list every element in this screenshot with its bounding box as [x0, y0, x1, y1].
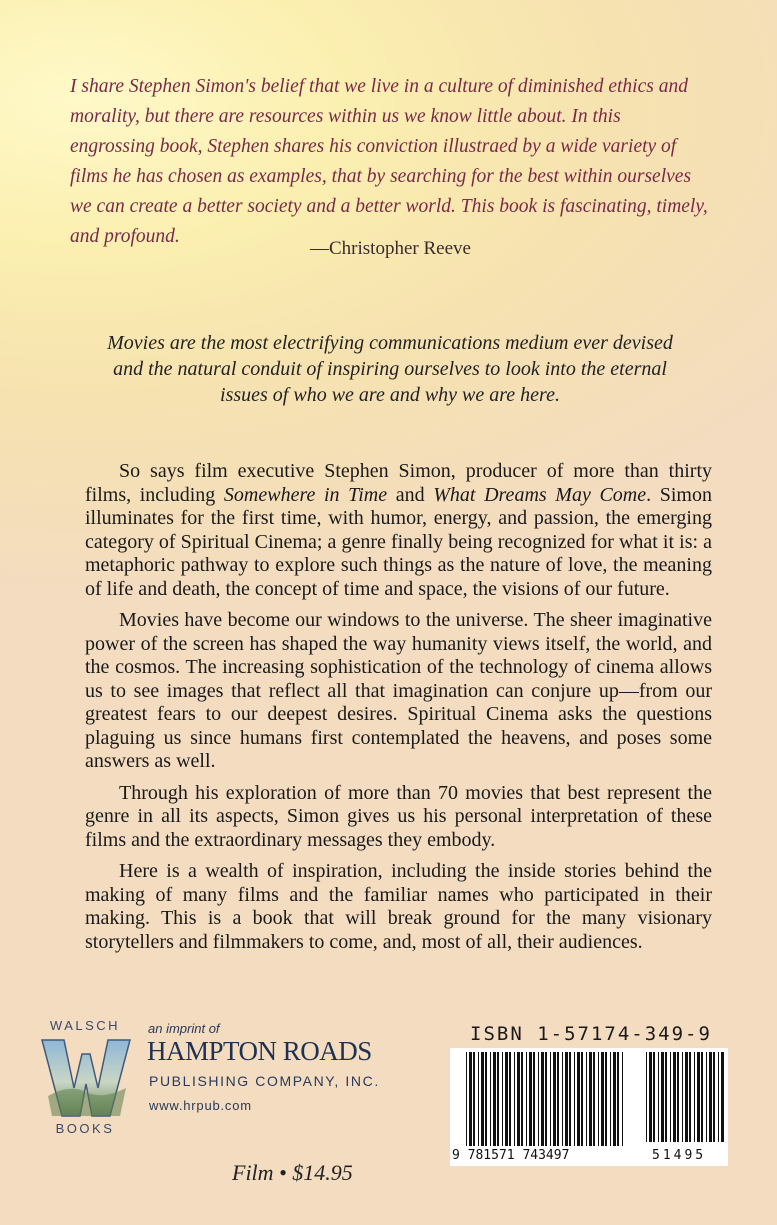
barcode-bar — [673, 1052, 676, 1142]
isbn-barcode — [450, 1048, 728, 1166]
publisher-company: PUBLISHING COMPANY, INC. — [149, 1073, 380, 1089]
barcode-bar — [505, 1052, 508, 1146]
barcode-bar — [646, 1052, 647, 1142]
barcode-bar — [689, 1052, 691, 1142]
barcode-bar — [709, 1052, 712, 1142]
isbn-label: ISBN 1-57174-349-9 — [470, 1023, 712, 1045]
barcode-bar — [538, 1052, 539, 1146]
walsch-w-icon — [40, 1036, 132, 1118]
barcode-bar — [569, 1052, 571, 1146]
barcode-bar — [598, 1052, 599, 1146]
barcode-bar — [694, 1052, 695, 1142]
walsch-logo-bottom-text: BOOKS — [55, 1121, 115, 1136]
barcode-bar — [610, 1052, 611, 1146]
barcode-bar — [466, 1052, 467, 1146]
film-title-somewhere-in-time: Somewhere in Time — [223, 483, 388, 506]
barcode-bar — [557, 1052, 559, 1146]
barcode-bar — [713, 1052, 715, 1142]
barcode-bar — [601, 1052, 604, 1146]
barcode-bar — [473, 1052, 475, 1146]
barcode-bar — [565, 1052, 568, 1146]
category-price: Film • $14.95 — [232, 1160, 353, 1185]
imprint-line: an imprint of — [148, 1021, 220, 1036]
epigraph-quote: Movies are the most electrifying communications medium ever devised and the natural conduit of inspiring ourselves to look into the eternal issues of who we are and why we are here. — [107, 332, 673, 406]
barcode-bar — [545, 1052, 547, 1146]
book-description — [85, 460, 712, 962]
barcode-bar — [605, 1052, 607, 1146]
barcode-bar — [502, 1052, 503, 1146]
endorsement-quote: I share Stephen Simon's belief that we live in a culture of diminished ethics and morality, but there are resources within us we know little about. In this engrossing book, Stephen shares his conviction illustraed by a wide variety of films he has chosen as examples, that by searching for the best within ourselves we can create a better society and a better world. This book is fascinating, timely, and profound. — [70, 76, 708, 247]
barcode-bar — [577, 1052, 580, 1146]
publisher-name: HAMPTON ROADS — [147, 1036, 372, 1066]
barcode-bar — [553, 1052, 556, 1146]
barcode-bar — [514, 1052, 515, 1146]
barcode-bar — [706, 1052, 707, 1142]
barcode-bar — [613, 1052, 616, 1146]
description-paragraph-1: So says film executive Stephen Simon, producer of more than thirty films, including Somewhere in Time and What Dreams May Come. Simon illuminates for the first time, with humor, energy, and passion, the emerging category of Spiritual Cinema; a genre finally being recognized for what it is: a metaphoric pathway to explore such things as the nature of love, the meaning of life and death, the concept of time and space, the visions of our future. — [85, 460, 712, 600]
barcode-bar — [653, 1052, 655, 1142]
barcode-bar — [533, 1052, 535, 1146]
barcode-bar — [677, 1052, 679, 1142]
barcode-bar — [517, 1052, 520, 1146]
barcode-bar — [661, 1052, 664, 1142]
barcode-bar — [586, 1052, 587, 1146]
barcode-bar — [469, 1052, 472, 1146]
film-title-what-dreams-may-come: What Dreams May Come — [433, 483, 647, 506]
barcode-bar — [682, 1052, 683, 1142]
barcode-bar — [526, 1052, 527, 1146]
barcode-bar — [562, 1052, 563, 1146]
walsch-books-logo — [40, 1036, 132, 1118]
barcode-bar — [697, 1052, 700, 1142]
barcode-bar — [701, 1052, 703, 1142]
barcode-bar — [509, 1052, 511, 1146]
barcode-bar — [493, 1052, 496, 1146]
publisher-url: www.hrpub.com — [149, 1098, 252, 1113]
barcode-bar — [581, 1052, 583, 1146]
ean-digits: 9 781571 743497 — [452, 1148, 570, 1163]
barcode-bar — [550, 1052, 551, 1146]
barcode-bar — [665, 1052, 667, 1142]
description-paragraph-3: Through his exploration of more than 70 movies that best represent the genre in all its aspects, Simon gives us his personal interpretation of these films and the extraordinary messages they embody. — [85, 781, 712, 851]
barcode-bar — [478, 1052, 479, 1146]
barcode-bar — [589, 1052, 592, 1146]
description-paragraph-2: Movies have become our windows to the universe. The sheer imaginative power of the screen has shaped the way humanity views itself, the world, and the cosmos. The increasing sophistication of the technology of cinema allows us to see images that reflect all that imagination can conjure up—from our greatest fears to our deepest desires. Spiritual Cinema asks the questions plaguing us since humans first contemplated the heavens, and poses some answers as well. — [85, 609, 712, 772]
barcode-bar — [541, 1052, 544, 1146]
barcode-bar — [574, 1052, 575, 1146]
barcode-bar — [529, 1052, 532, 1146]
barcode-bar — [718, 1052, 719, 1142]
barcode-bar — [521, 1052, 523, 1146]
barcode-bar — [649, 1052, 652, 1142]
addon-digits: 51495 — [652, 1148, 707, 1163]
description-paragraph-4: Here is a wealth of inspiration, including the inside stories behind the making of many films and the familiar names who participated in their making. This is a book that will break ground for the many visionary storytellers and filmmakers to come, and, most of all, their audiences. — [85, 860, 712, 953]
barcode-bar — [617, 1052, 619, 1146]
barcode-bar — [497, 1052, 499, 1146]
barcode-bar — [685, 1052, 688, 1142]
barcode-bar — [490, 1052, 491, 1146]
barcode-bar — [622, 1052, 623, 1146]
barcode-bar — [485, 1052, 487, 1146]
barcode-bar — [593, 1052, 595, 1146]
barcode-bar — [721, 1052, 724, 1142]
barcode-bar — [670, 1052, 671, 1142]
barcode-bar — [481, 1052, 484, 1146]
walsch-logo-top-text: WALSCH — [49, 1018, 121, 1033]
endorsement-attribution: —Christopher Reeve — [310, 238, 471, 259]
barcode-bar — [658, 1052, 659, 1142]
